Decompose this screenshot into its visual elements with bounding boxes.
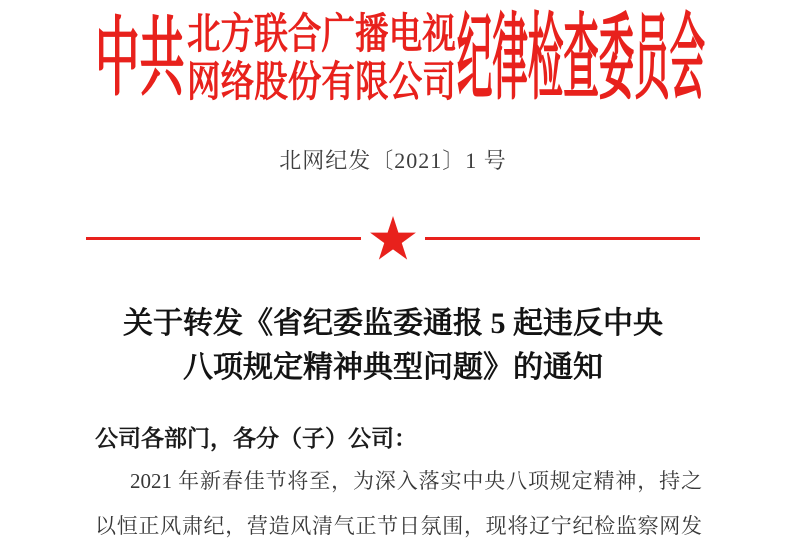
letterhead-org-line2: 网络股份有限公司 bbox=[187, 58, 456, 105]
red-rule-right bbox=[425, 237, 700, 240]
red-rule-left bbox=[86, 237, 361, 240]
red-star-icon bbox=[370, 216, 416, 260]
document-title bbox=[0, 302, 786, 390]
letterhead-party-prefix: 中共 bbox=[95, 10, 185, 106]
salutation: 公司各部门，各分（子）公司： bbox=[95, 426, 417, 451]
letterhead-org-name bbox=[187, 10, 457, 106]
body-paragraph-line1: 2021 年新春佳节将至，为深入落实中央八项规定精神，持之 bbox=[130, 469, 702, 493]
document-title-line2: 八项规定精神典型问题》的通知 bbox=[183, 351, 603, 384]
body-paragraph-line2: 以恒正风肃纪，营造风清气正节日氛围，现将辽宁纪检监察网发 bbox=[95, 514, 702, 538]
letterhead bbox=[95, 5, 707, 110]
letterhead-org-line1: 北方联合广播电视 bbox=[187, 10, 456, 57]
letterhead-committee: 纪律检查委员会 bbox=[457, 5, 706, 110]
document-number: 北网纪发〔2021〕1 号 bbox=[279, 148, 507, 173]
red-divider bbox=[86, 215, 700, 261]
document-title-line1: 关于转发《省纪委监委通报 5 起违反中央 bbox=[123, 307, 663, 340]
